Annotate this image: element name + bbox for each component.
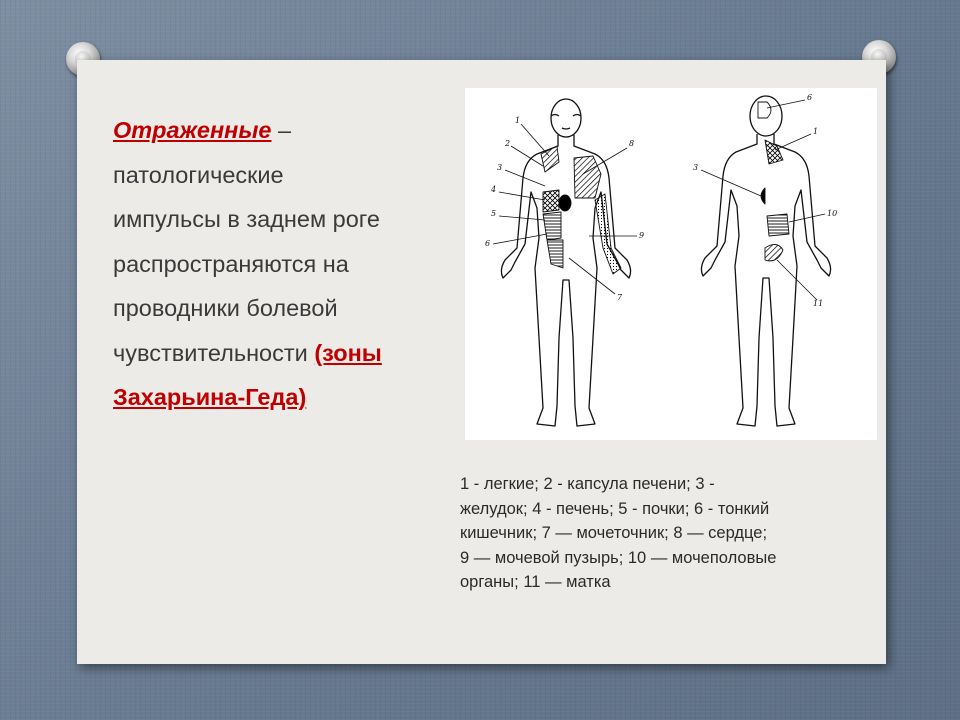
text-line: проводники болевой [113,295,338,321]
caption-line: 9 — мочевой пузырь; 10 — мочеполовые [460,548,777,567]
body-zones-figure [465,88,877,440]
zones-label: (зоны [314,339,382,366]
caption-line: кишечник; 7 — мочеточник; 8 — сердце; [460,524,768,542]
term-dash: – [271,117,292,143]
back-label-6: 6 [807,93,813,102]
caption-line: 1 - легкие; 2 - капсула печени; 3 - [460,475,715,493]
label-4: 4 [491,185,497,194]
back-label-1: 1 [813,127,819,136]
label-8: 8 [629,139,635,148]
leader-lines [493,100,825,300]
zones-label: Захарьина-Геда) [113,384,307,410]
back-label-10: 10 [827,209,838,218]
definition-text [113,108,453,420]
body-diagram [465,88,877,440]
text-line: распространяются на [113,250,349,277]
label-5: 5 [491,209,497,218]
figure-caption [460,472,880,595]
front-zones [541,146,621,274]
figure-labels [485,93,837,308]
caption-line: органы; 11 — матка [460,573,611,591]
text-line: патологические [113,161,284,188]
label-2: 2 [505,139,511,148]
label-7: 7 [617,293,623,302]
text-line: импульсы в заднем роге [113,206,380,232]
label-6: 6 [485,239,491,248]
label-1: 1 [515,116,521,125]
label-9: 9 [639,231,645,240]
term-label: Отраженные [113,117,272,143]
back-label-11: 11 [813,299,824,308]
back-zones [758,102,789,261]
caption-line: желудок; 4 - печень; 5 - почки; 6 - тонкий [460,499,770,518]
label-3: 3 [497,163,503,172]
text-line: чувствительности [113,339,308,366]
back-label-3: 3 [693,163,699,172]
